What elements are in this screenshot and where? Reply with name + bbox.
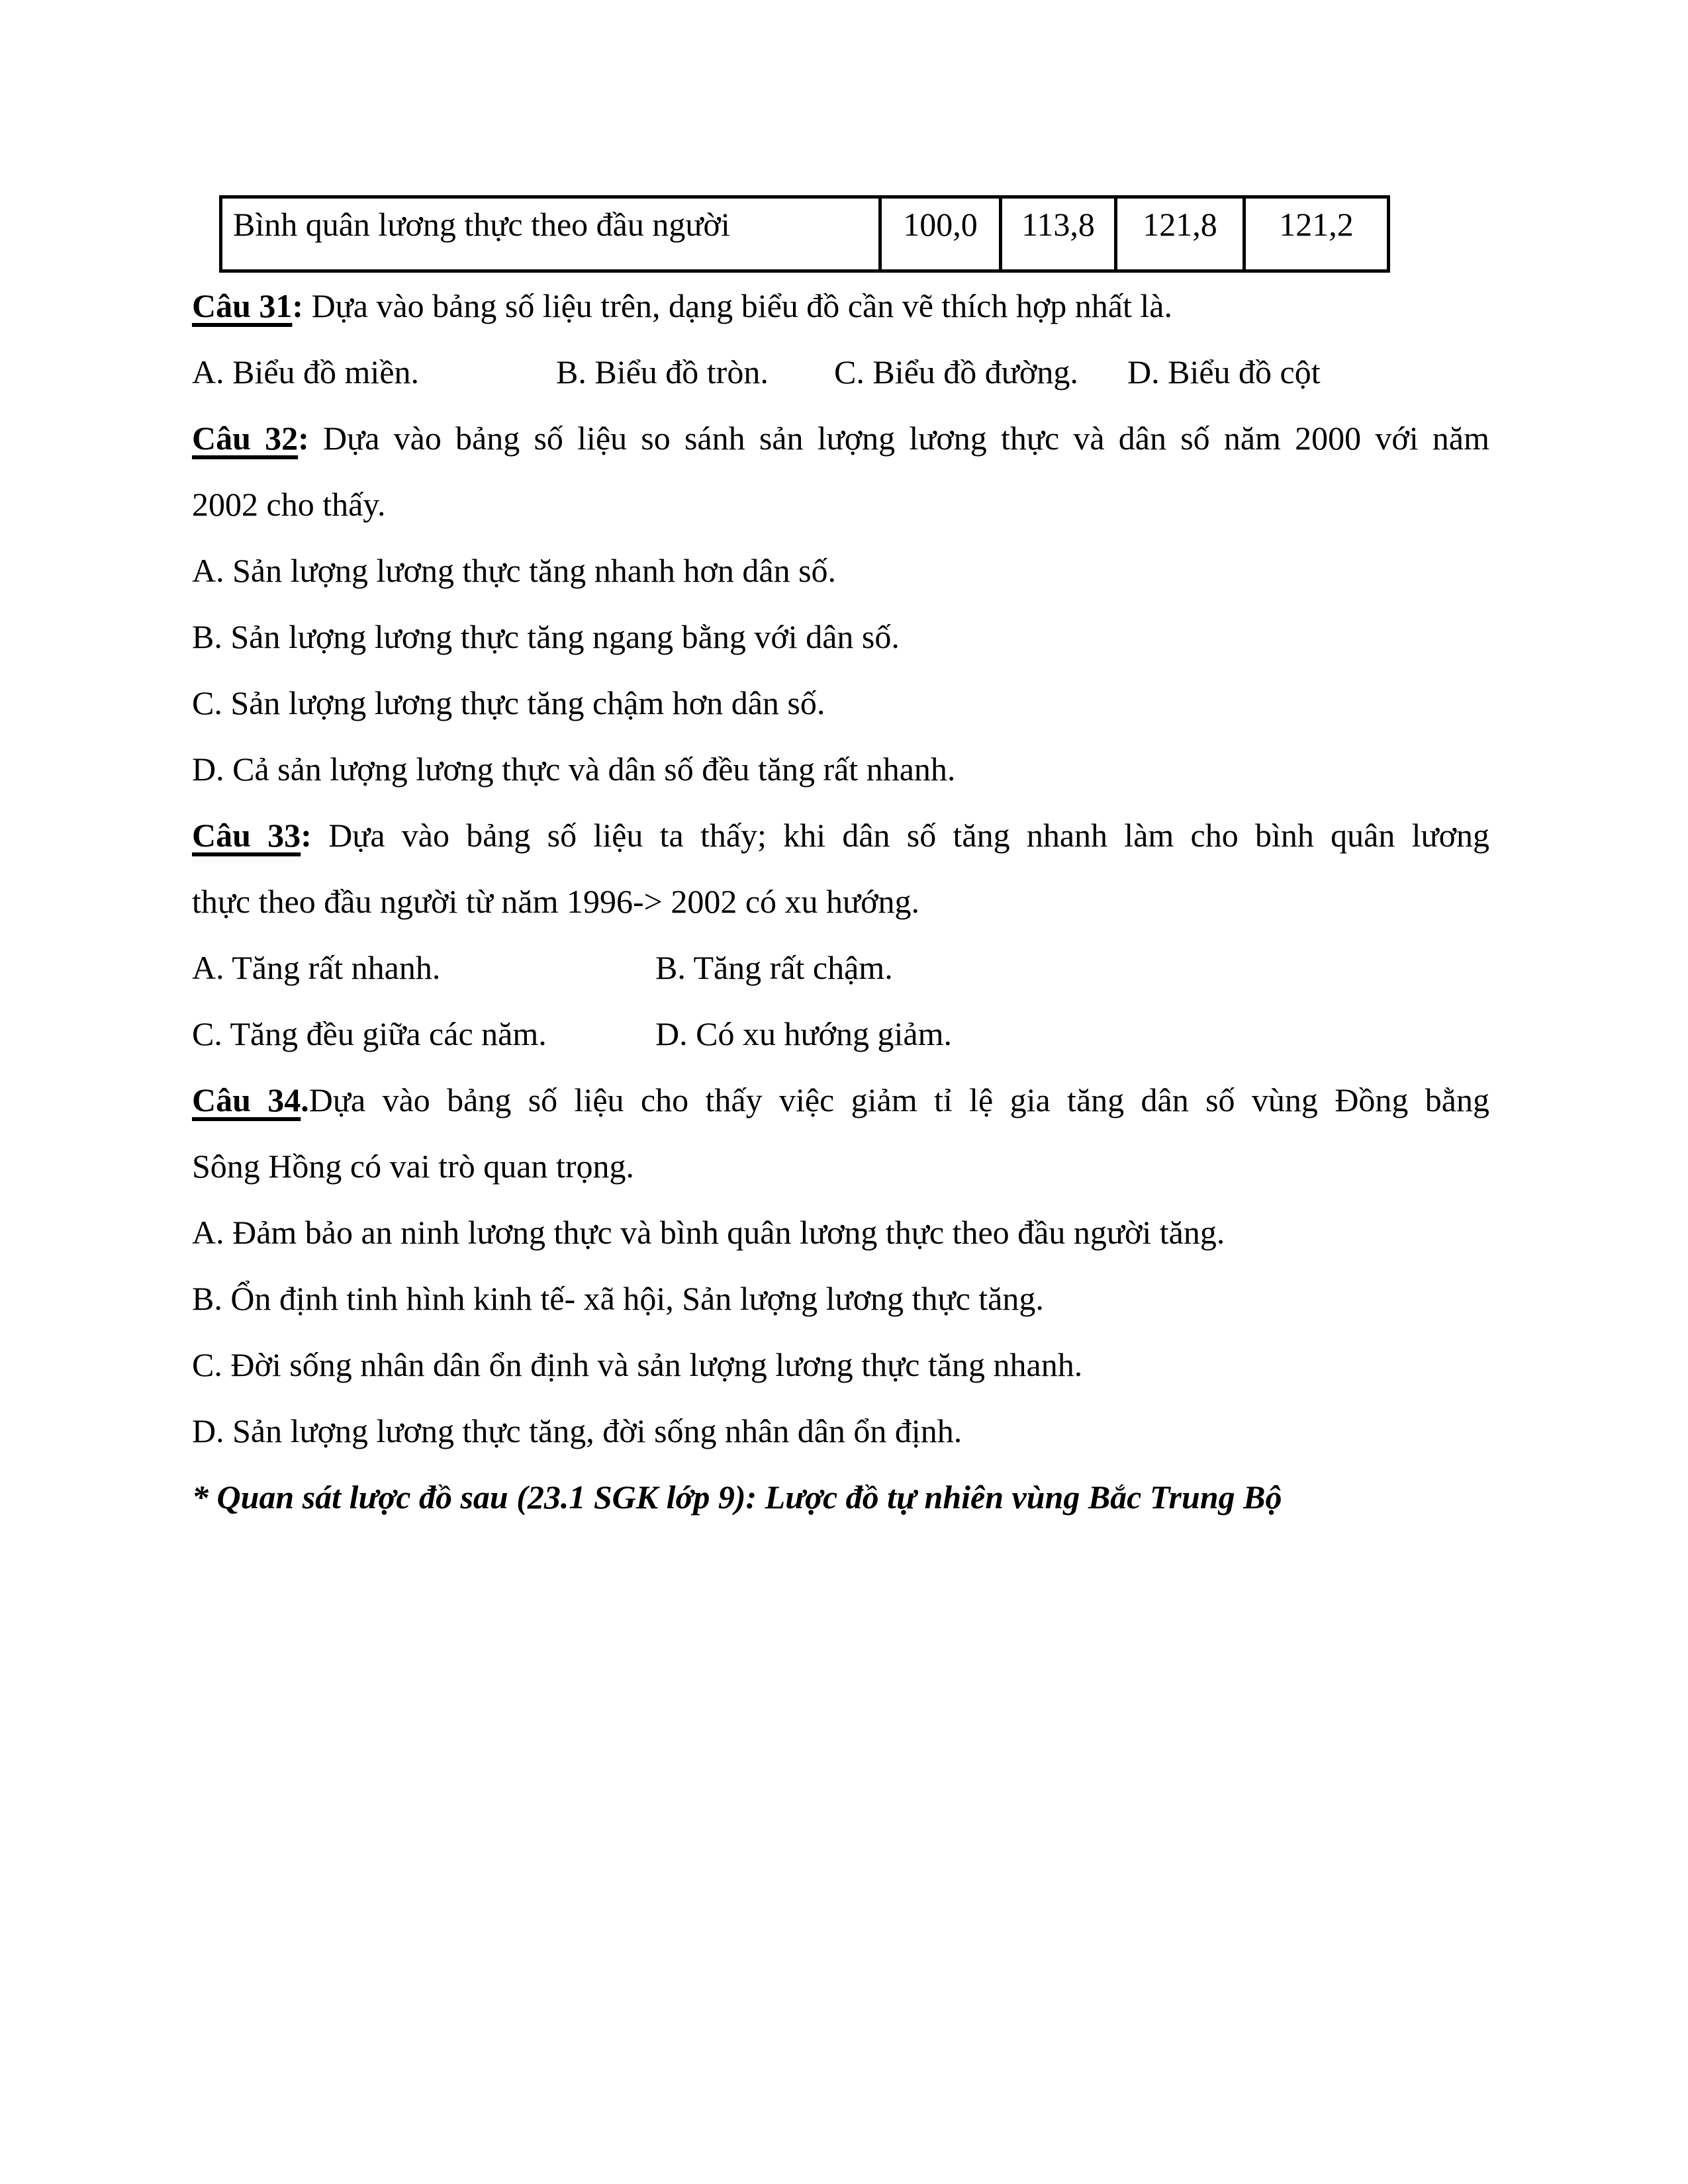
q32-option-c: C. Sản lượng lương thực tăng chậm hơn dân số.	[192, 684, 825, 721]
question-32-text-line2: 2002 cho thấy.	[192, 486, 386, 523]
q34-option-c: C. Đời sống nhân dân ổn định và sản lượng lương thực tăng nhanh.	[192, 1346, 1083, 1383]
table-row-label: Bình quân lương thực theo đầu người	[221, 197, 880, 271]
table-row	[221, 197, 1389, 271]
q33-option-d: D. Có xu hướng giảm.	[655, 1015, 952, 1052]
question-33-label: Câu 33:	[192, 817, 312, 854]
question-32-label: Câu 32:	[192, 420, 309, 457]
question-33-options-row1	[192, 934, 1489, 1001]
question-33-options-row2	[192, 1001, 1489, 1067]
question-33-text-line2: thực theo đầu người từ năm 1996-> 2002 có xu hướng.	[192, 883, 920, 920]
table-value-1996: 100,0	[880, 197, 1001, 271]
table-value-1998: 113,8	[1001, 197, 1116, 271]
q33-option-c: C. Tăng đều giữa các năm.	[192, 1015, 547, 1052]
question-31-label: Câu 31:	[192, 287, 304, 324]
page-content	[192, 195, 1489, 1530]
q31-option-a: A. Biểu đồ miền.	[192, 353, 420, 390]
table-value-2000: 121,8	[1116, 197, 1244, 271]
q32-option-d: D. Cả sản lượng lương thực và dân số đều tăng rất nhanh.	[192, 751, 956, 788]
table-value-2002: 121,2	[1244, 197, 1389, 271]
question-33-text-line1	[192, 802, 1489, 868]
q34-option-d: D. Sản lượng lương thực tăng, đời sống nhân dân ổn định.	[192, 1412, 962, 1449]
question-32-text-line1	[192, 405, 1489, 471]
q31-option-b: B. Biểu đồ tròn.	[556, 353, 769, 390]
map-note: * Quan sát lược đồ sau (23.1 SGK lớp 9): Lược đồ tự nhiên vùng Bắc Trung Bộ	[192, 1479, 1282, 1516]
q32-option-b: B. Sản lượng lương thực tăng ngang bằng với dân số.	[192, 618, 900, 655]
question-34-text-line2: Sông Hồng có vai trò quan trọng.	[192, 1148, 634, 1185]
question-31-options	[192, 339, 1489, 405]
question-34-label: Câu 34.	[192, 1081, 309, 1118]
q33-option-b: B. Tăng rất chậm.	[655, 949, 893, 986]
q34-option-b: B. Ổn định tinh hình kinh tế- xã hội, Sản lượng lương thực tăng.	[192, 1280, 1044, 1317]
statistics-table	[219, 195, 1390, 273]
q33-option-a: A. Tăng rất nhanh.	[192, 949, 441, 986]
q31-option-c: C. Biểu đồ đường.	[834, 353, 1078, 390]
question-31-body: Dựa vào bảng số liệu trên, dạng biểu đồ cần vẽ thích hợp nhất là.	[311, 287, 1172, 324]
question-34-text-line1	[192, 1067, 1489, 1133]
question-33-body: Dựa vào bảng số liệu ta thấy; khi dân số tăng nhanh làm cho bình quân lương	[328, 817, 1489, 854]
q34-option-a: A. Đảm bảo an ninh lương thực và bình quân lương thực theo đầu người tăng.	[192, 1214, 1225, 1251]
q31-option-d: D. Biểu đồ cột	[1127, 353, 1321, 390]
q32-option-a: A. Sản lượng lương thực tăng nhanh hơn dân số.	[192, 552, 837, 589]
question-31-text	[192, 273, 1489, 339]
question-34-body: Dựa vào bảng số liệu cho thấy việc giảm tỉ lệ gia tăng dân số vùng Đồng bằng	[308, 1081, 1489, 1118]
question-32-body: Dựa vào bảng số liệu so sánh sản lượng lương thực và dân số năm 2000 với năm	[323, 420, 1489, 457]
